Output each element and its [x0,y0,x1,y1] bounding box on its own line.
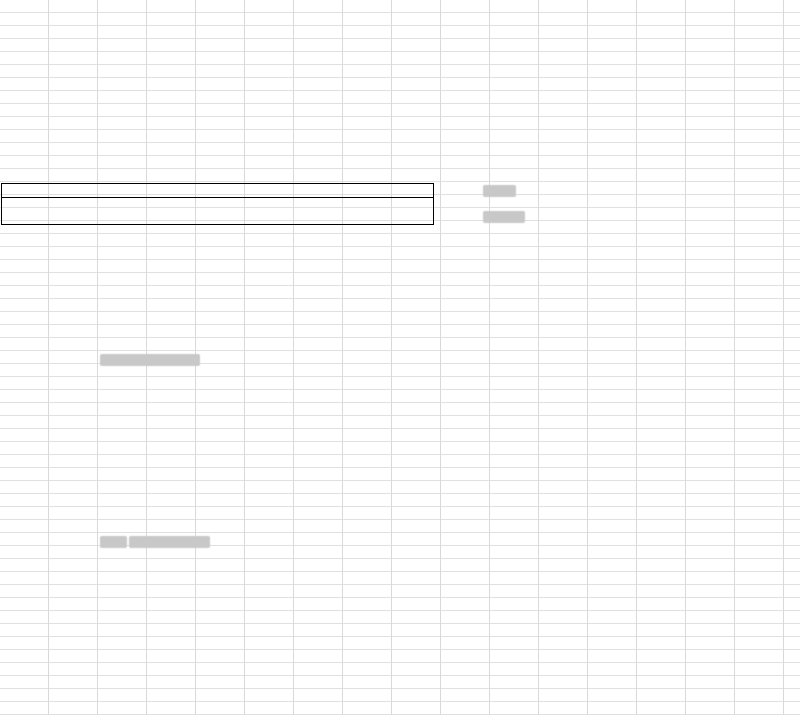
caution-line1 [483,211,525,223]
redacted-text [129,536,209,548]
rate-sheet-status [483,185,516,197]
redacted-text [483,185,516,197]
conventional-box [1,183,434,225]
pricing-rate-sheet [100,536,210,548]
redacted-text [483,211,525,223]
loan-pricing-date [100,354,200,366]
redacted-text [100,536,127,548]
redacted-text [100,354,200,366]
